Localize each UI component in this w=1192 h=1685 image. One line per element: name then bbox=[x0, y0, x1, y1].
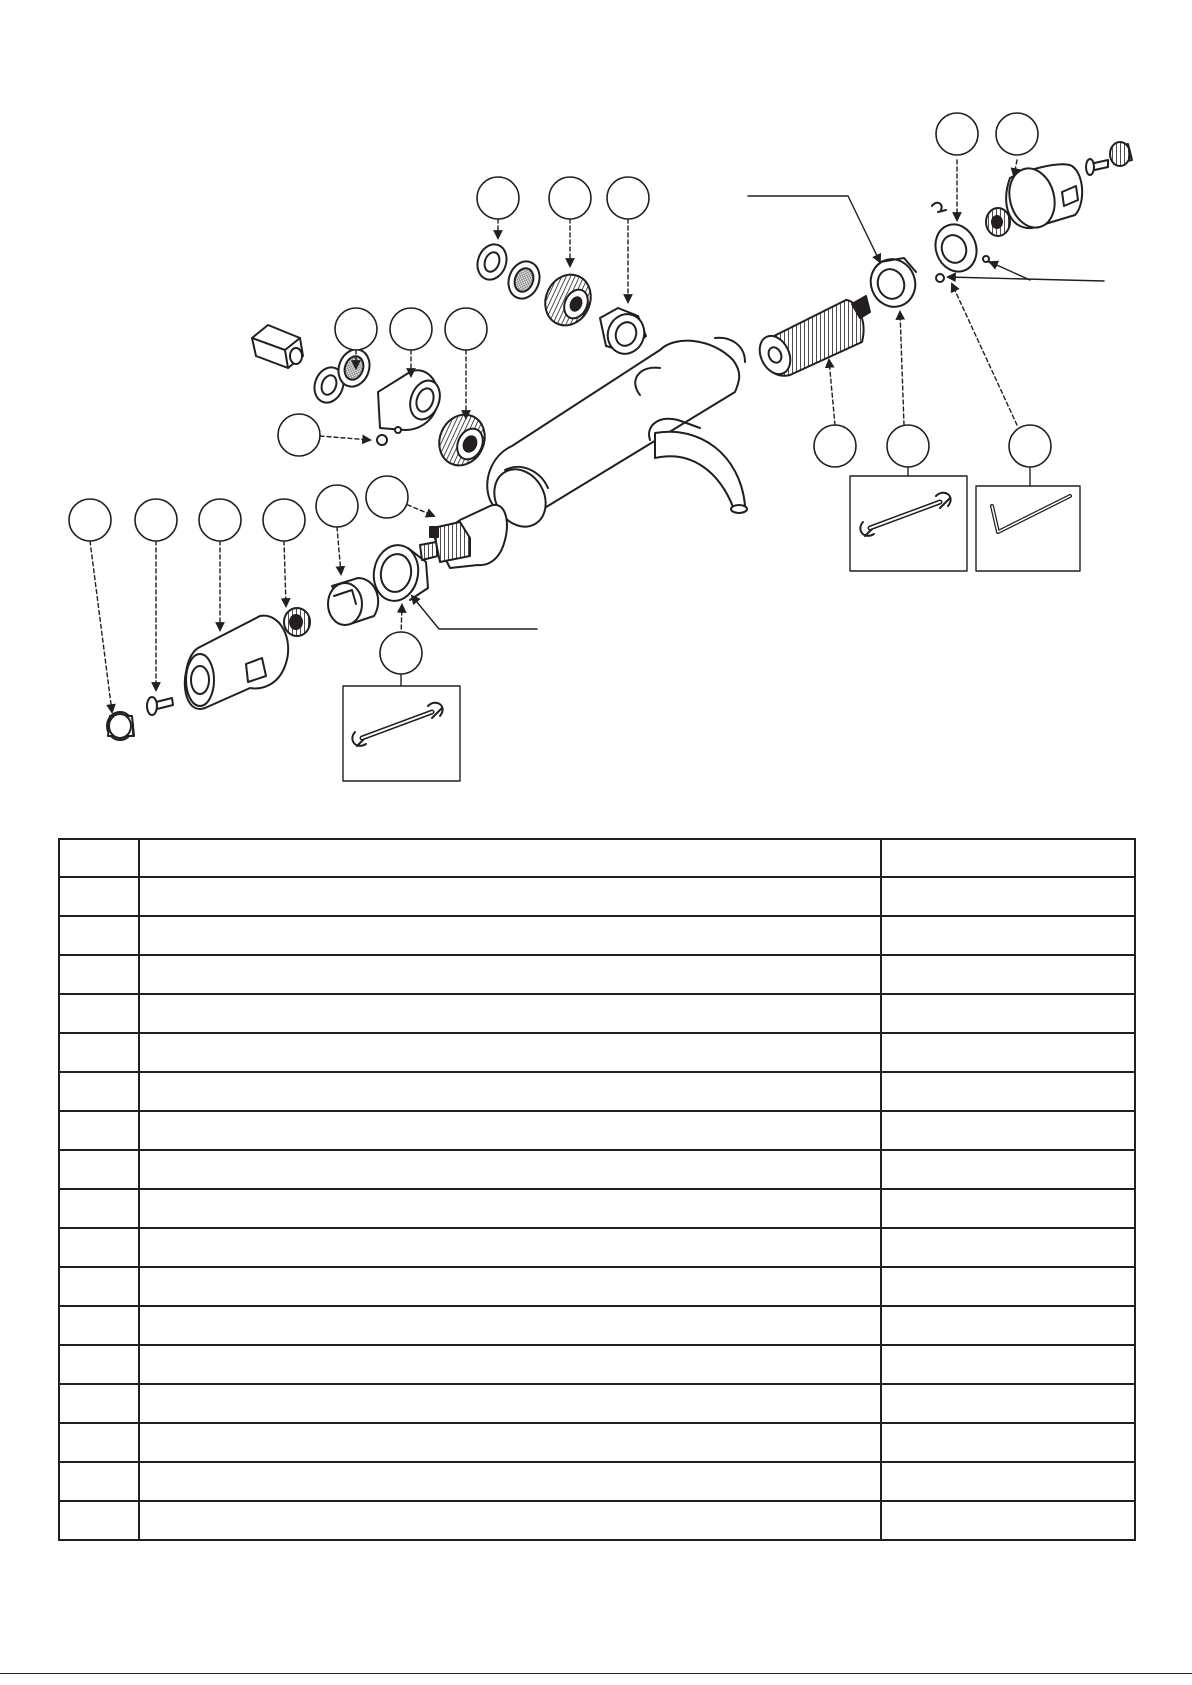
cap-part bbox=[1110, 142, 1132, 166]
table-row bbox=[59, 916, 1135, 955]
callout-c13 bbox=[316, 485, 358, 527]
table-row bbox=[59, 1384, 1135, 1423]
cell-qty bbox=[881, 1423, 1135, 1462]
cell-qty bbox=[881, 916, 1135, 955]
cell-qty bbox=[881, 1072, 1135, 1111]
cell-qty bbox=[881, 1228, 1135, 1267]
stop-ring-part bbox=[328, 578, 378, 625]
table-row bbox=[59, 1462, 1135, 1501]
tool-box-hex-key bbox=[976, 486, 1080, 571]
cell-description bbox=[139, 1345, 881, 1384]
cell-no bbox=[59, 1033, 139, 1072]
cell-qty bbox=[881, 1306, 1135, 1345]
cell-no bbox=[59, 1267, 139, 1306]
table-row bbox=[59, 1189, 1135, 1228]
table-row bbox=[59, 1267, 1135, 1306]
callout-c5 bbox=[390, 308, 432, 350]
table-row bbox=[59, 1501, 1135, 1540]
cell-description bbox=[139, 1150, 881, 1189]
callout-c11 bbox=[199, 499, 241, 541]
cell-description bbox=[139, 916, 881, 955]
table-row bbox=[59, 1111, 1135, 1150]
cell-qty bbox=[881, 1189, 1135, 1228]
tool-box-spanner-right bbox=[850, 476, 967, 571]
cell-no bbox=[59, 1462, 139, 1501]
callout-c17 bbox=[1009, 425, 1051, 467]
cell-description bbox=[139, 1189, 881, 1228]
hex-nut-part bbox=[252, 325, 303, 368]
adaptor-part bbox=[284, 608, 310, 636]
cell-no bbox=[59, 1306, 139, 1345]
cartridge-nut-part bbox=[864, 253, 922, 313]
table-row bbox=[59, 1072, 1135, 1111]
callout-circles bbox=[69, 113, 1051, 674]
cell-qty bbox=[881, 1462, 1135, 1501]
inlet-connector-part bbox=[378, 370, 445, 433]
table-row bbox=[59, 1228, 1135, 1267]
callout-c6 bbox=[445, 308, 487, 350]
cell-qty bbox=[881, 994, 1135, 1033]
cell-description bbox=[139, 1267, 881, 1306]
cell-description bbox=[139, 994, 881, 1033]
header-description bbox=[139, 839, 881, 877]
callout-c10 bbox=[135, 499, 177, 541]
table-row bbox=[59, 994, 1135, 1033]
callout-c3 bbox=[607, 177, 649, 219]
cap-part bbox=[107, 712, 134, 740]
table-header-row bbox=[59, 839, 1135, 877]
washer-part bbox=[473, 240, 512, 283]
cell-no bbox=[59, 1228, 139, 1267]
callout-c19 bbox=[996, 113, 1038, 155]
cell-description bbox=[139, 1228, 881, 1267]
cell-description bbox=[139, 1111, 881, 1150]
check-valve-part bbox=[431, 407, 493, 473]
cell-no bbox=[59, 1150, 139, 1189]
cell-no bbox=[59, 1072, 139, 1111]
cell-no bbox=[59, 1501, 139, 1540]
cell-no bbox=[59, 994, 139, 1033]
table-row bbox=[59, 1423, 1135, 1462]
check-valve-part bbox=[537, 267, 599, 333]
thermostatic-cartridge-part bbox=[754, 296, 870, 379]
cell-description bbox=[139, 1501, 881, 1540]
header-qty bbox=[881, 839, 1135, 877]
stop-ring-part bbox=[929, 203, 983, 278]
table-row bbox=[59, 1150, 1135, 1189]
cell-description bbox=[139, 877, 881, 916]
cell-description bbox=[139, 1462, 881, 1501]
cell-description bbox=[139, 955, 881, 994]
cell-description bbox=[139, 1306, 881, 1345]
callout-c1 bbox=[477, 177, 519, 219]
cell-qty bbox=[881, 1384, 1135, 1423]
cell-qty bbox=[881, 1345, 1135, 1384]
callout-c16 bbox=[887, 425, 929, 467]
handle-screw-part bbox=[147, 697, 173, 715]
cell-qty bbox=[881, 1501, 1135, 1540]
table-row bbox=[59, 955, 1135, 994]
cell-description bbox=[139, 1423, 881, 1462]
spout bbox=[655, 432, 745, 512]
table-row bbox=[59, 1033, 1135, 1072]
cell-no bbox=[59, 877, 139, 916]
cell-no bbox=[59, 955, 139, 994]
tool-box-spanner-bottom bbox=[343, 686, 460, 781]
flow-cartridge-part bbox=[420, 505, 507, 568]
parts-list-table bbox=[58, 838, 1136, 1541]
table-row bbox=[59, 1345, 1135, 1384]
callout-c15 bbox=[814, 425, 856, 467]
cell-no bbox=[59, 1189, 139, 1228]
cell-qty bbox=[881, 1111, 1135, 1150]
handle-screw-part bbox=[1086, 159, 1108, 175]
cell-no bbox=[59, 916, 139, 955]
table-row bbox=[59, 1306, 1135, 1345]
callout-c4 bbox=[335, 308, 377, 350]
cell-qty bbox=[881, 1033, 1135, 1072]
adaptor-part bbox=[986, 208, 1010, 236]
cell-no bbox=[59, 1384, 139, 1423]
cell-no bbox=[59, 1423, 139, 1462]
cell-qty bbox=[881, 955, 1135, 994]
callout-c7 bbox=[278, 414, 320, 456]
cell-qty bbox=[881, 877, 1135, 916]
cell-description bbox=[139, 1033, 881, 1072]
cell-description bbox=[139, 1384, 881, 1423]
grub-screw-part bbox=[377, 435, 387, 445]
valve-body bbox=[484, 338, 747, 536]
callout-c2 bbox=[549, 177, 591, 219]
table-row bbox=[59, 877, 1135, 916]
union-nut-part bbox=[600, 308, 650, 359]
cell-description bbox=[139, 1072, 881, 1111]
cell-no bbox=[59, 1345, 139, 1384]
page-bottom-rule bbox=[0, 1673, 1192, 1674]
filter-screen-part bbox=[503, 257, 544, 303]
callout-c8 bbox=[366, 476, 408, 518]
cell-qty bbox=[881, 1150, 1135, 1189]
header-no bbox=[59, 839, 139, 877]
cell-qty bbox=[881, 1267, 1135, 1306]
callout-c18 bbox=[936, 113, 978, 155]
callout-c14 bbox=[380, 632, 422, 674]
temperature-handle-part bbox=[185, 616, 288, 709]
callout-c12 bbox=[263, 499, 305, 541]
cell-no bbox=[59, 1111, 139, 1150]
exploded-parts-diagram bbox=[0, 0, 1192, 800]
callout-c9 bbox=[69, 499, 111, 541]
